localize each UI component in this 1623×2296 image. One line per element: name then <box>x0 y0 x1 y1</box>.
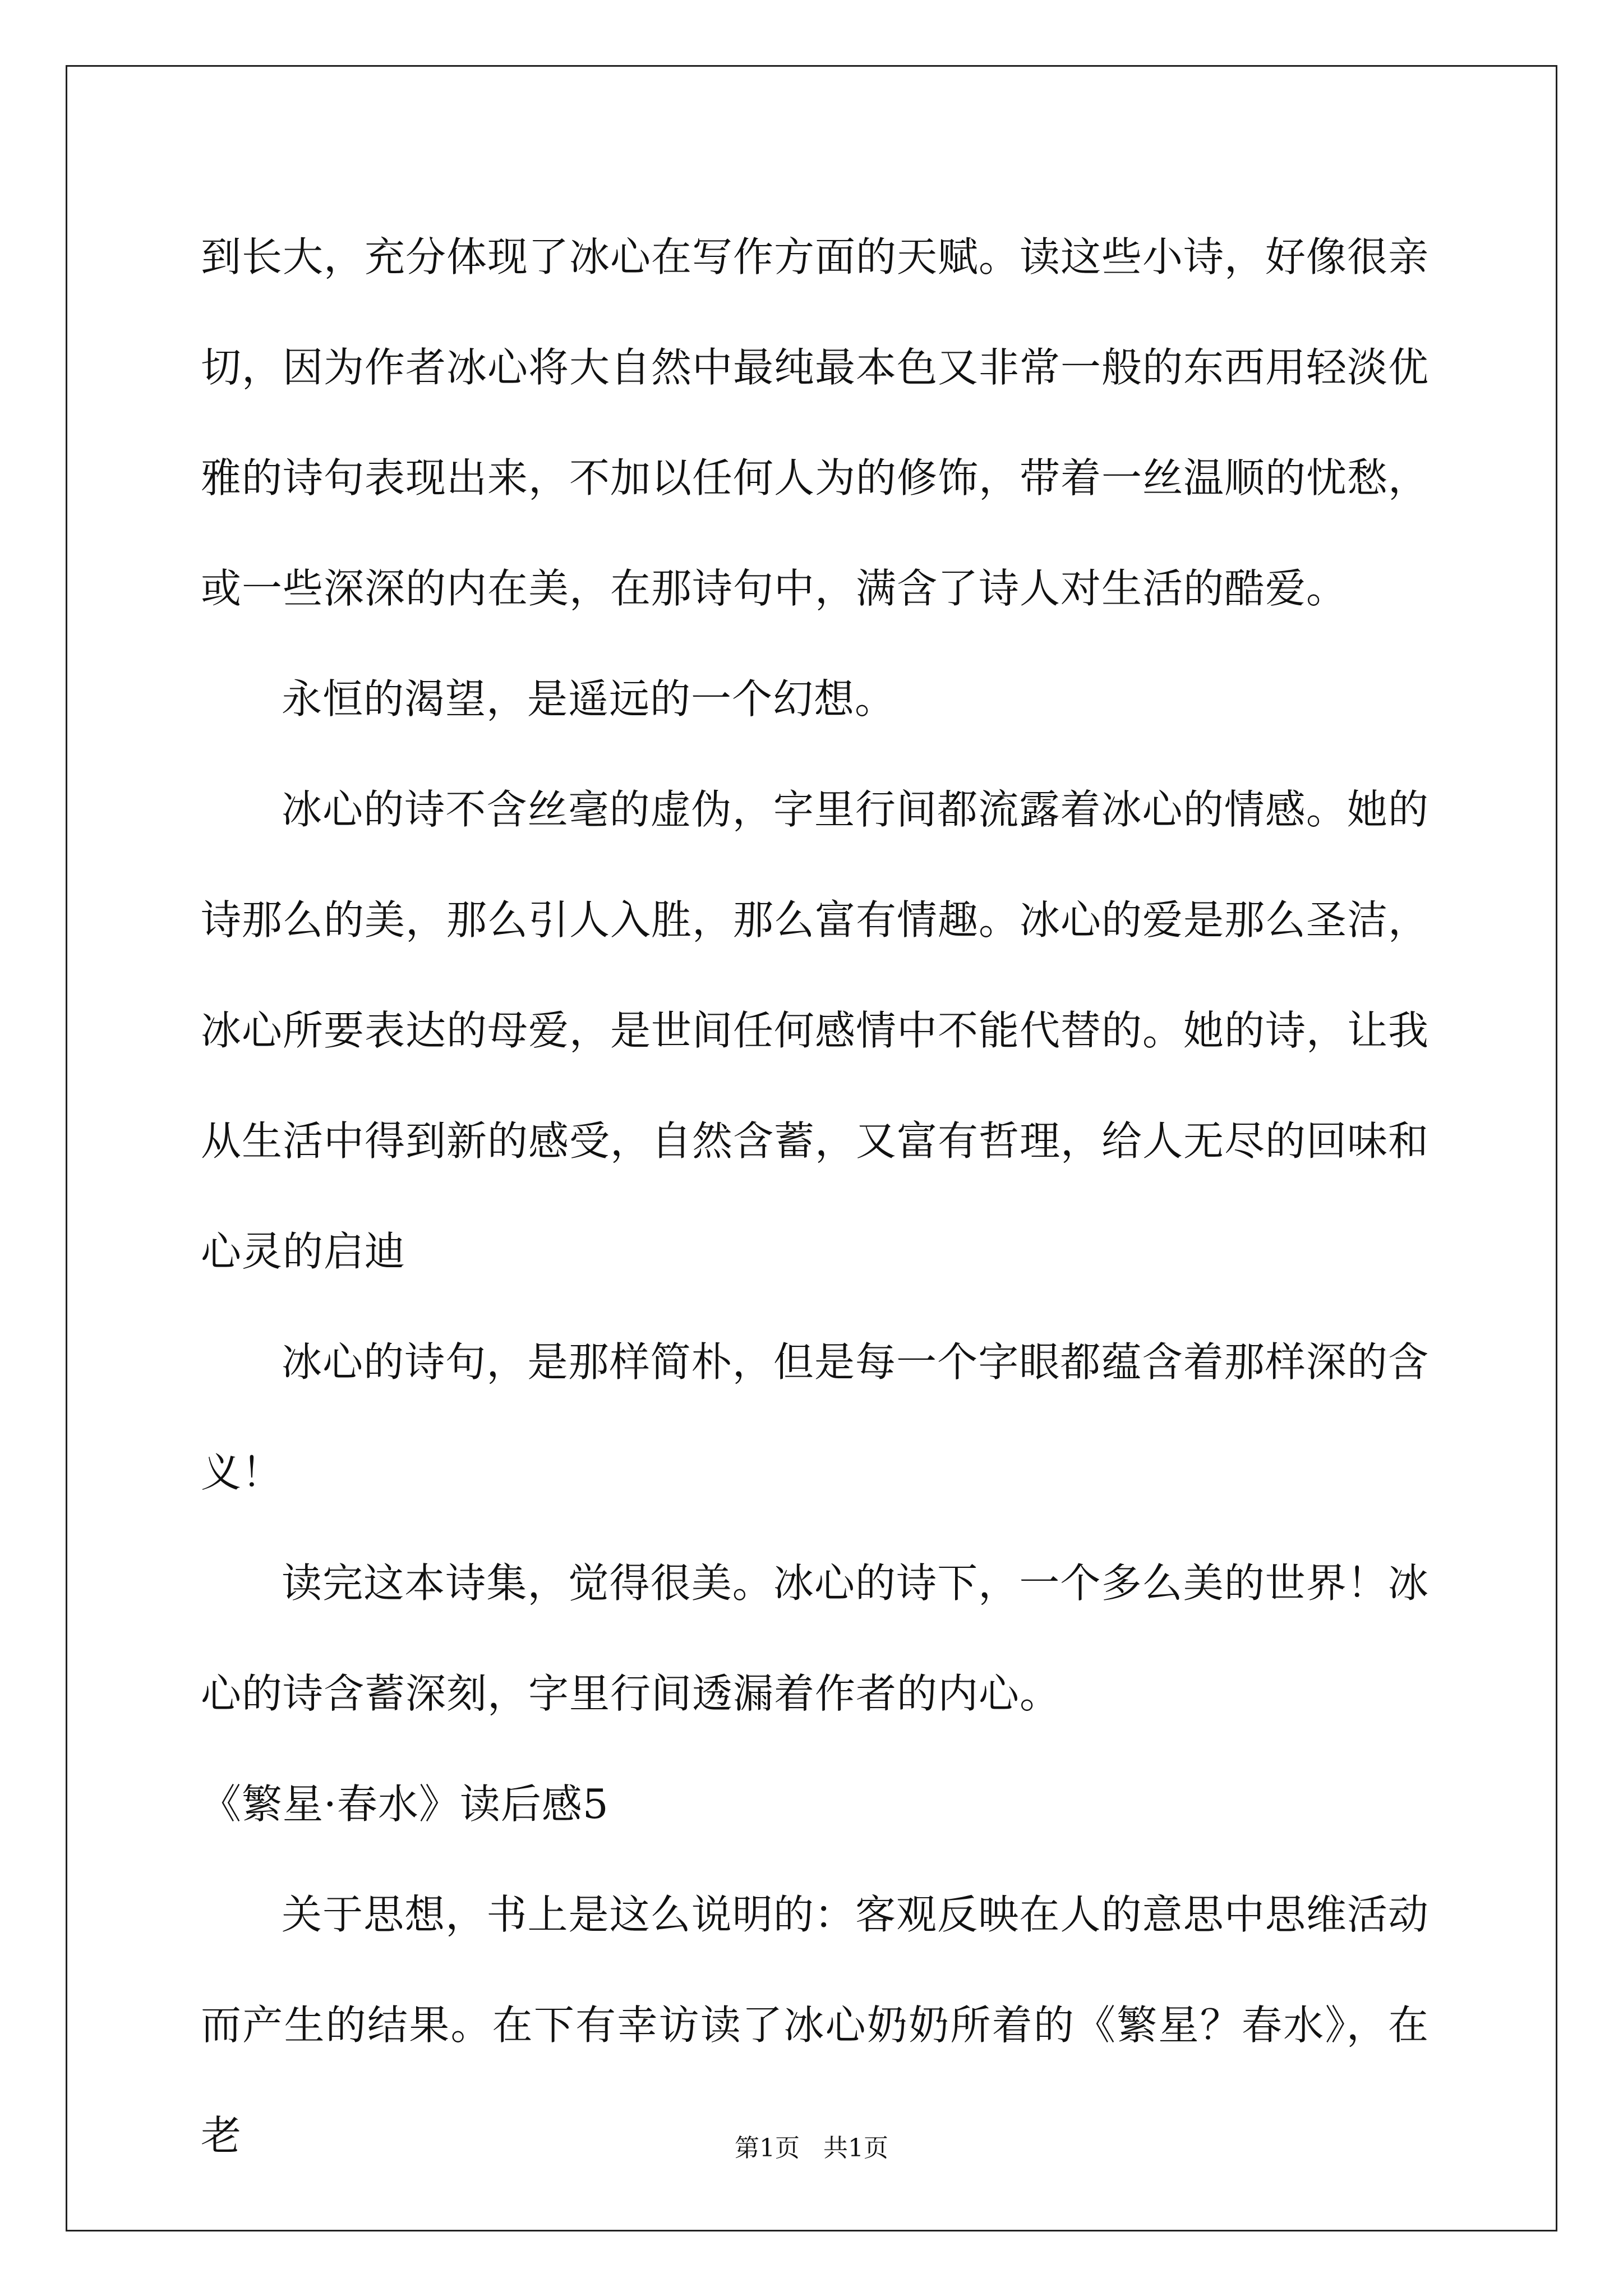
page-total: 共1页 <box>823 2134 888 2162</box>
document-body <box>201 202 1429 2191</box>
paragraph-2: 永恒的渴望，是遥远的一个幻想。 <box>282 675 896 723</box>
paragraph-1: 到长大，充分体现了冰心在写作方面的天赋。读这些小诗，好像很亲切，因为作者冰心将大自然中最纯最本色又非常一般的东西用轻淡优雅的诗句表现出来，不加以任何人为的修饰，带着一丝温顺的忧愁，或一些深深的内在美，在那诗句中，满含了诗人对生活的酷爱。 <box>201 233 1430 612</box>
page-number: 第1页 <box>735 2134 800 2162</box>
paragraph-5: 读完这本诗集，觉得很美。冰心的诗下，一个多么美的世界！冰心的诗含蓄深刻，字里行间透漏着作者的内心。 <box>201 1559 1429 1717</box>
section-heading: 《繁星·春水》读后感5 <box>201 1780 609 1828</box>
paragraph-4: 冰心的诗句，是那样简朴，但是每一个字眼都蕴含着那样深的含义！ <box>201 1338 1429 1496</box>
page-footer <box>0 2132 1623 2165</box>
paragraph-3: 冰心的诗不含丝毫的虚伪，字里行间都流露着冰心的情感。她的诗那么的美，那么引人入胜，那么富有情趣。冰心的爱是那么圣洁，冰心所要表达的母爱，是世间任何感情中不能代替的。她的诗，让我从生活中得到新的感受，自然含蓄，又富有哲理，给人无尽的回味和心灵的启迪 <box>201 786 1430 1275</box>
paragraph-6: 关于思想，书上是这么说明的：客观反映在人的意思中思维活动而产生的结果。在下有幸访读了冰心奶奶所着的《繁星？春水》，在老 <box>201 1891 1429 2159</box>
